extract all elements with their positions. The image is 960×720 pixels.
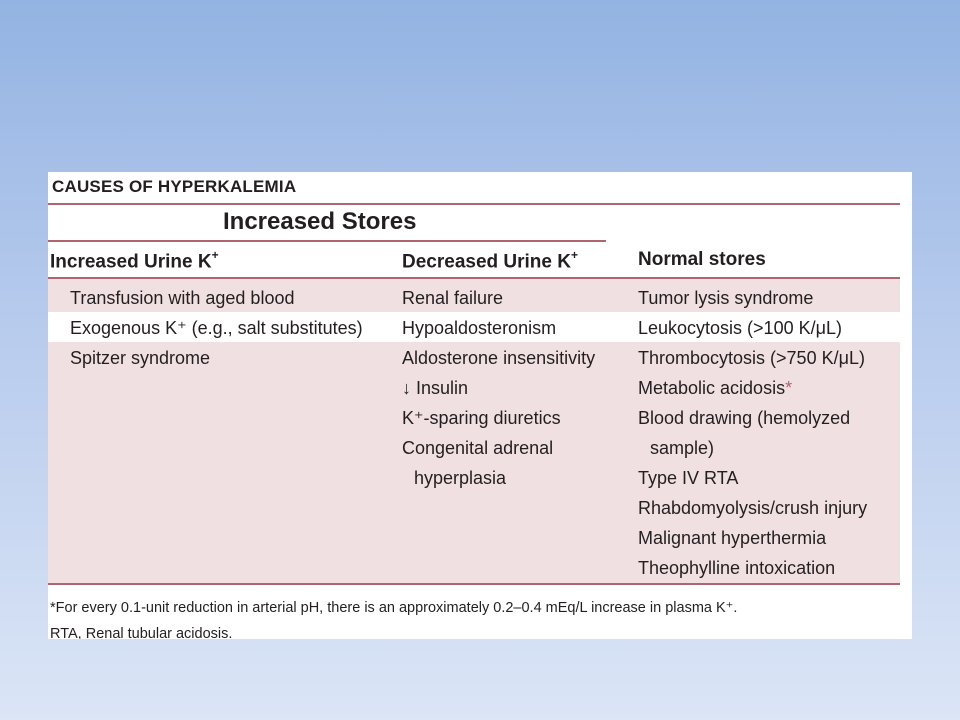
cell-line: hyperplasia xyxy=(414,468,507,488)
col-header-normal-stores: Normal stores xyxy=(638,249,766,270)
cell-line: ↓ Insulin xyxy=(402,378,469,398)
col-header-text: Increased Urine K xyxy=(50,251,212,273)
col-header-text: Decreased Urine K xyxy=(402,251,571,273)
footnote-marker: * xyxy=(785,378,793,398)
cell-line: Leukocytosis (>100 K/μL) xyxy=(638,318,842,338)
bottom-rule xyxy=(48,583,900,585)
cell-increased-urine xyxy=(70,283,294,313)
cell-line-metabolic-acidosis xyxy=(638,373,867,403)
cell-line: sample) xyxy=(650,438,715,458)
col-header-decreased-urine xyxy=(402,249,578,273)
cell-line: Congenital adrenal xyxy=(402,438,554,458)
group-rule xyxy=(48,240,606,242)
cell-normal-stores xyxy=(638,313,842,343)
cell-line: Tumor lysis syndrome xyxy=(638,288,814,308)
hyperkalemia-table xyxy=(48,172,912,639)
cell-line: Exogenous K⁺ (e.g., salt substitutes) xyxy=(70,318,363,338)
cell-line-text: Metabolic acidosis xyxy=(638,378,786,398)
cell-increased-urine xyxy=(70,343,210,373)
cell-line: Malignant hyperthermia xyxy=(638,528,827,548)
cell-line: Hypoaldosteronism xyxy=(402,318,557,338)
col-header-increased-urine xyxy=(50,249,219,273)
cell-decreased-urine xyxy=(402,313,556,343)
cell-line: Type IV RTA xyxy=(638,468,739,488)
col-header-sup: + xyxy=(211,248,219,262)
cell-line: Thrombocytosis (>750 K/μL) xyxy=(638,348,865,368)
cell-line: Theophylline intoxication xyxy=(638,558,836,578)
cell-line: Spitzer syndrome xyxy=(70,348,211,368)
footnote: RTA, Renal tubular acidosis. xyxy=(50,626,233,639)
cell-line: Transfusion with aged blood xyxy=(70,288,295,308)
cell-line: Aldosterone insensitivity xyxy=(402,348,596,368)
cell-normal-stores xyxy=(638,283,813,313)
col-header-sup: + xyxy=(570,248,578,262)
cell-decreased-urine xyxy=(402,343,595,493)
group-header-increased-stores: Increased Stores xyxy=(223,208,417,235)
cell-increased-urine xyxy=(70,313,363,343)
cell-line: Rhabdomyolysis/crush injury xyxy=(638,498,868,518)
table-title: CAUSES OF HYPERKALEMIA xyxy=(52,177,297,196)
cell-line: K⁺-sparing diuretics xyxy=(402,408,561,428)
cell-line: Renal failure xyxy=(402,288,504,308)
title-rule xyxy=(48,203,900,205)
footnote: *For every 0.1-unit reduction in arterial pH, there is an approximately 0.2–0.4 mEq/L increase in plasma K⁺. xyxy=(50,600,738,616)
cell-line: Blood drawing (hemolyzed xyxy=(638,408,851,428)
cell-decreased-urine xyxy=(402,283,503,313)
cell-normal-stores xyxy=(638,343,867,583)
